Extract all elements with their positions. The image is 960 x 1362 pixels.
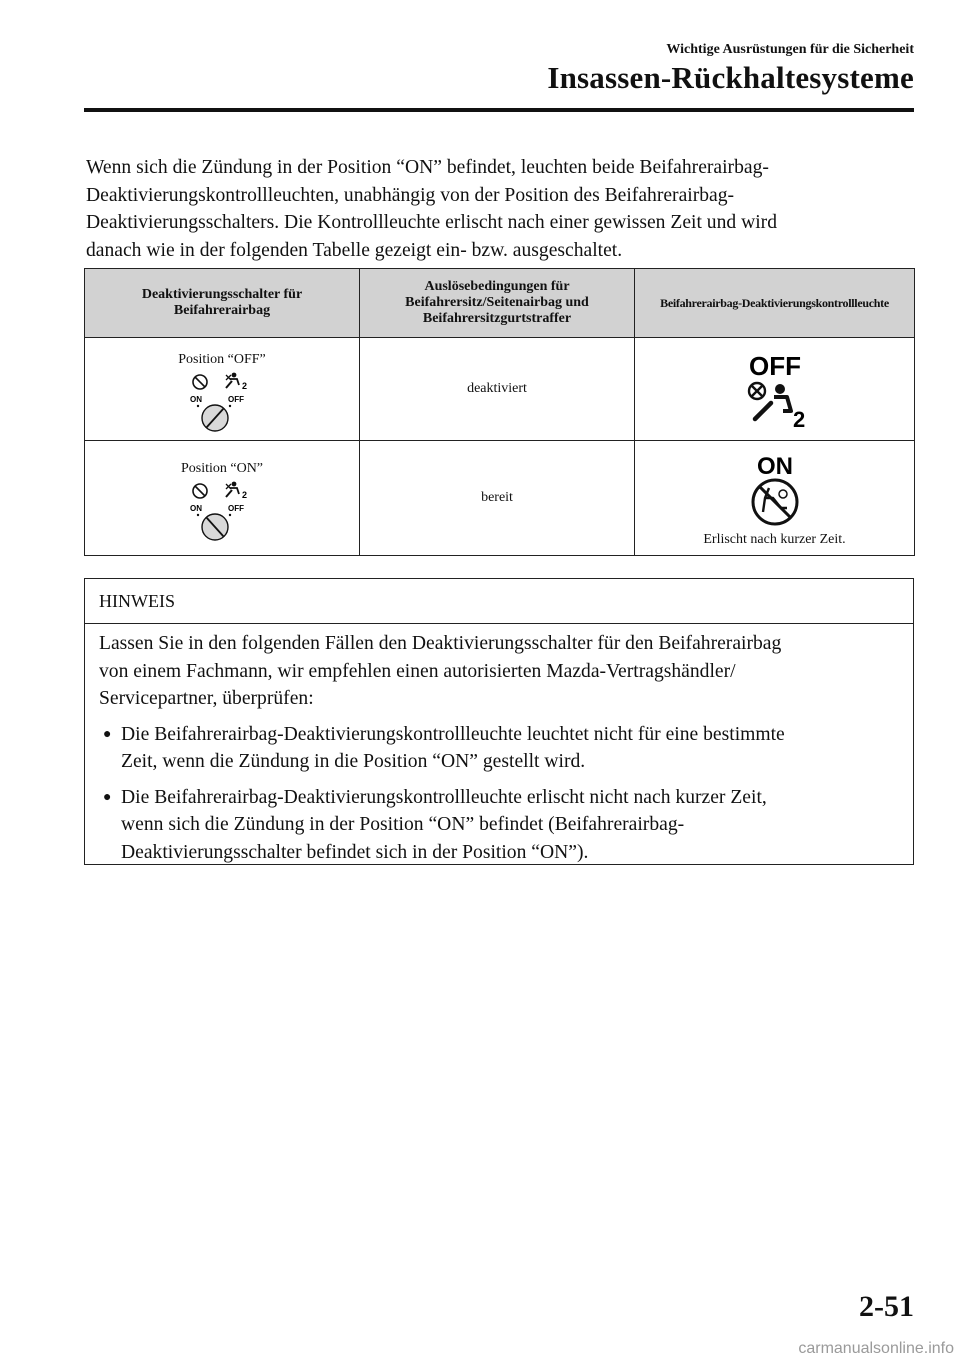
bullet-dot: ● — [103, 789, 112, 805]
airbag-off-indicator-icon — [725, 345, 825, 433]
watermark: carmanualsonline.info — [798, 1340, 954, 1357]
switch-position-cell — [85, 441, 360, 556]
bullet-line: Die Beifahrerairbag-Deaktivierungskontrollleuchte erlischt nicht nach kurzer Zeit, — [121, 786, 767, 808]
note-bullet — [99, 721, 899, 776]
note-bullet — [99, 784, 899, 867]
bullet-dot: ● — [103, 726, 112, 742]
lamp-cell — [635, 338, 915, 441]
switch-num-label: 2 — [242, 490, 248, 500]
header-conditions: Auslösebedingungen für Beifahrersitz/Seitenairbag und Beifahrersitzgurtstraffer — [360, 269, 635, 338]
section-heading: Wichtige Ausrüstungen für die Sicherheit — [666, 42, 914, 57]
condition-cell: bereit — [360, 441, 635, 556]
condition-cell: deaktiviert — [360, 338, 635, 441]
lamp-off-label: OFF — [748, 351, 801, 381]
note-body — [85, 624, 913, 866]
airbag-on-indicator-icon — [725, 448, 825, 528]
note-line: von einem Fachmann, wir empfehlen einen autorisierten Mazda-Vertragshändler/ — [99, 660, 736, 682]
header-switch: Deaktivierungsschalter für Beifahrerairbag — [85, 269, 360, 338]
switch-position-cell — [85, 338, 360, 441]
status-table — [84, 268, 915, 556]
intro-line: Deaktivierungsschalters. Die Kontrollleuchte erlischt nach einer gewissen Zeit und wird — [86, 212, 778, 233]
lamp-on-label: ON — [756, 453, 793, 480]
lamp-note: Erlischt nach kurzer Zeit. — [703, 532, 846, 547]
table-header-row — [85, 269, 915, 338]
intro-line: Wenn sich die Zündung in der Position “ON” befindet, leuchten beide Beifahrerairbag- — [86, 157, 769, 178]
key-switch-off-icon — [182, 370, 262, 434]
note-box — [84, 578, 914, 865]
bullet-line: wenn sich die Zündung in der Position “ON” befindet (Beifahrerairbag- — [121, 814, 685, 835]
header-lamp: Beifahrerairbag-Deaktivierungskontrollleuchte — [635, 269, 915, 338]
note-line: Lassen Sie in den folgenden Fällen den Deaktivierungsschalter für den Beifahrerairbag — [99, 633, 782, 654]
bullet-line: Deaktivierungsschalter befindet sich in der Position “ON”). — [121, 841, 589, 863]
switch-off-label: OFF — [228, 504, 244, 513]
switch-off-label: OFF — [228, 395, 244, 404]
switch-on-label: ON — [190, 395, 202, 404]
note-title: HINWEIS — [85, 579, 913, 624]
switch-position-label: Position “OFF” — [178, 352, 266, 367]
bullet-line: Die Beifahrerairbag-Deaktivierungskontrollleuchte leuchtet nicht für eine bestimmte — [121, 723, 785, 745]
intro-line: danach wie in der folgenden Tabelle gezeigt ein- bzw. ausgeschaltet. — [86, 239, 623, 261]
table-row — [85, 338, 915, 441]
table-row — [85, 441, 915, 556]
switch-position-label: Position “ON” — [180, 461, 264, 476]
key-switch-on-icon — [182, 479, 262, 543]
lamp-num-label: 2 — [792, 407, 805, 432]
page-number: 2-51 — [859, 1290, 914, 1323]
header-rule — [84, 108, 914, 112]
lamp-cell — [635, 441, 915, 556]
bullet-line: Zeit, wenn die Zündung in die Position “ON” gestellt wird. — [121, 751, 586, 772]
intro-paragraph — [86, 154, 916, 264]
switch-num-label: 2 — [242, 381, 248, 391]
intro-line: Deaktivierungskontrollleuchten, unabhängig von der Position des Beifahrerairbag- — [86, 184, 735, 206]
switch-on-label: ON — [190, 504, 202, 513]
note-line: Servicepartner, überprüfen: — [99, 688, 314, 709]
page-title: Insassen-Rückhaltesysteme — [547, 60, 914, 95]
